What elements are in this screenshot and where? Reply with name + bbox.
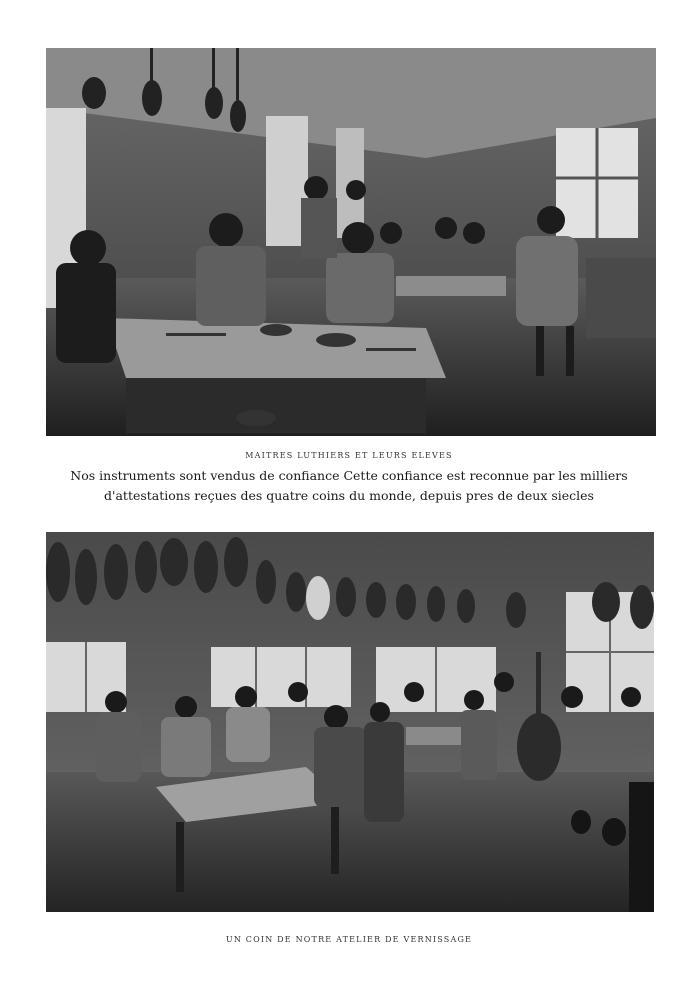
- workshop-illustration-top: [46, 48, 656, 436]
- bottom-photo-caption: UN COIN DE NOTRE ATELIER DE VERNISSAGE: [225, 935, 473, 944]
- workshop-photo-top: [46, 48, 656, 436]
- workbench-middle: [396, 276, 506, 296]
- workshop-illustration-bottom: [46, 532, 654, 912]
- body-text-line-2: d'attestations reçues des quatre coins du monde, depuis pres de deux siecles: [104, 488, 594, 503]
- body-text-line-1: Nos instruments sont vendus de confiance Cette confiance est reconnue par les milliers: [70, 468, 628, 483]
- top-photo-caption: MAITRES LUTHIERS ET LEURS ELEVES: [245, 451, 453, 460]
- workshop-photo-bottom: [46, 532, 654, 912]
- double-bass: [517, 713, 561, 781]
